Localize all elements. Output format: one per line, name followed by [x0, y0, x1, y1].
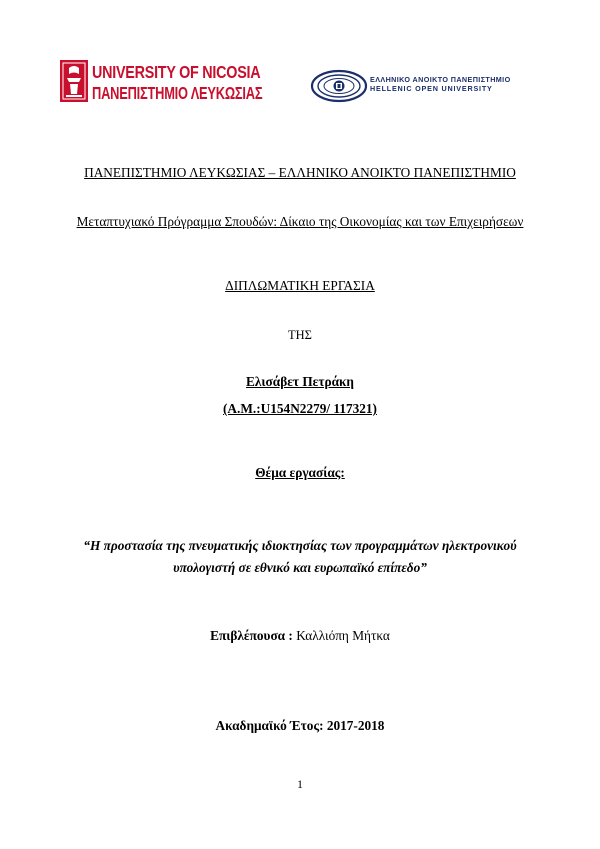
of-label: ΤΗΣ: [288, 328, 312, 342]
hellenic-open-university-logo: [310, 68, 540, 104]
eap-emblem-icon: [310, 68, 368, 104]
eap-name-english: HELLENIC OPEN UNIVERSITY: [370, 84, 493, 93]
supervisor-label: Επιβλέπουσα :: [210, 628, 293, 643]
eap-name-greek: ΕΛΛΗΝΙΚΟ ΑΝΟΙΚΤΟ ΠΑΝΕΠΙΣΤΗΜΙΟ: [370, 75, 511, 84]
topic-label: Θέμα εργασίας:: [255, 465, 345, 480]
unic-name-english: UNIVERSITY OF NICOSIA: [92, 62, 261, 82]
author-name: Ελισάβετ Πετράκη: [246, 374, 354, 389]
academic-year-value: 2017-2018: [326, 718, 385, 733]
supervisor-name: Καλλιόπη Μήτκα: [296, 628, 390, 643]
student-id: (Α.Μ.:U154N2279/ 117321): [222, 401, 377, 416]
academic-year-label: Ακαδημαϊκό Έτος:: [215, 718, 324, 733]
thesis-type-heading: ΔΙΠΛΩΜΑΤΙΚΗ ΕΡΓΑΣΙΑ: [225, 278, 375, 293]
institutions-heading: ΠΑΝΕΠΙΣΤΗΜΙΟ ΛΕΥΚΩΣΙΑΣ – ΕΛΛΗΝΙΚΟ ΑΝΟΙΚΤΟ ΠΑΝΕΠΙΣΤΗΜΙΟ: [84, 165, 516, 180]
thesis-title-line-2: υπολογιστή σε εθνικό και ευρωπαϊκό επίπεδο”: [173, 560, 427, 575]
unic-name-greek: ΠΑΝΕΠΙΣΤΗΜΙΟ ΛΕΥΚΩΣΙΑΣ: [92, 83, 263, 103]
academic-year-line: [0, 718, 600, 734]
unic-emblem-icon: [60, 60, 88, 102]
page-number: 1: [297, 777, 303, 791]
university-of-nicosia-logo: [60, 60, 265, 104]
program-heading: Μεταπτυχιακό Πρόγραμμα Σπουδών: Δίκαιο της Οικονομίας και των Επιχειρήσεων: [76, 214, 524, 229]
supervisor-line: [0, 628, 600, 644]
thesis-title-line-1: “Η προστασία της πνευματικής ιδιοκτησίας των προγραμμάτων ηλεκτρονικού: [83, 538, 517, 553]
